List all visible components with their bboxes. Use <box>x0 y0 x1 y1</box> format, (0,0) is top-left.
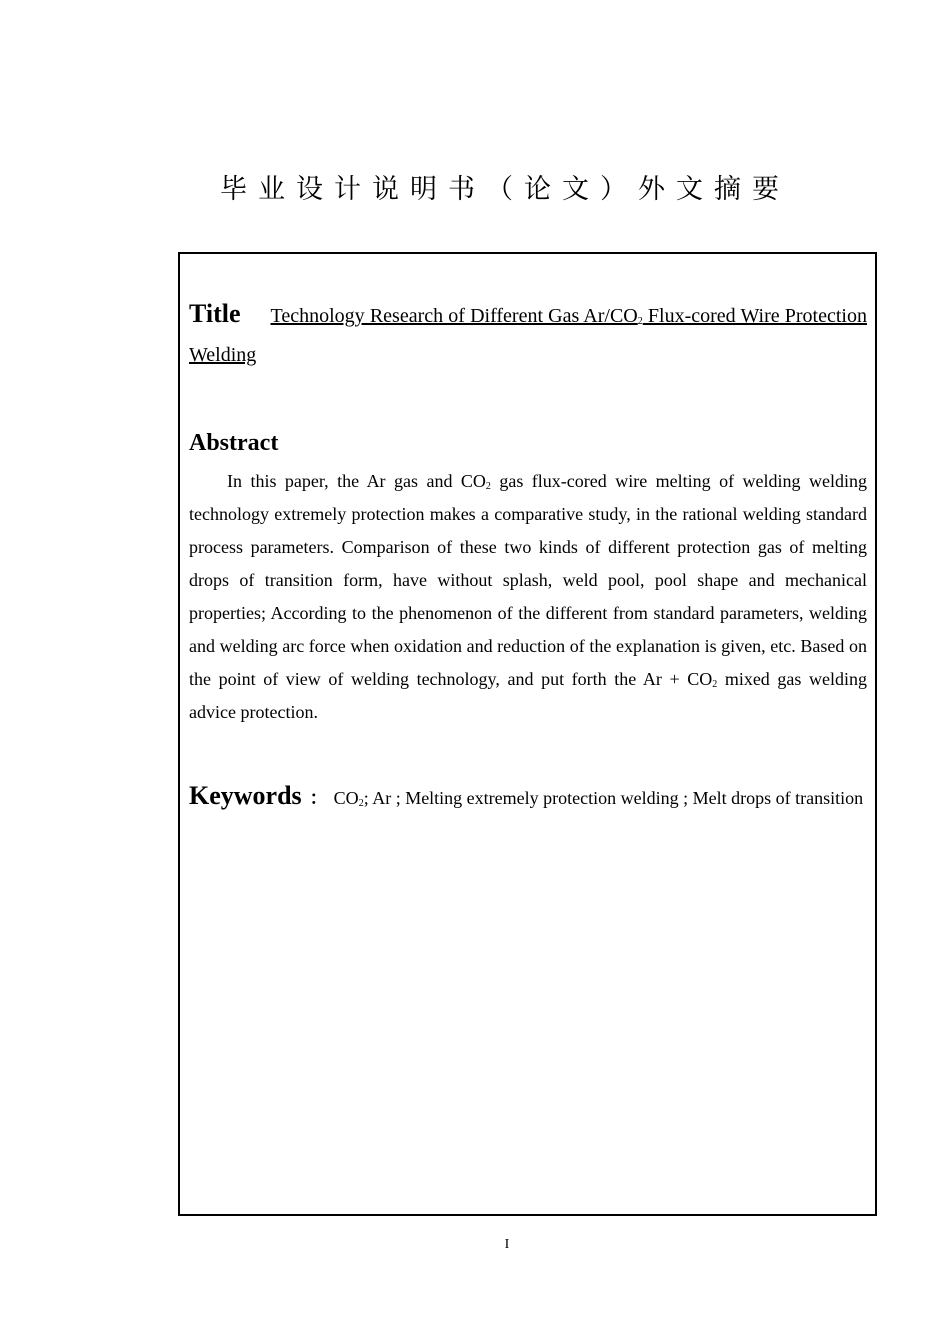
page-number: I <box>504 1237 510 1252</box>
frame-content <box>189 294 867 816</box>
abstract-subscript-1: 2 <box>485 481 491 492</box>
abstract-text-part1: In this paper, the Ar gas and CO <box>227 471 486 491</box>
title-label: Title <box>189 299 241 328</box>
abstract-paragraph <box>189 465 867 729</box>
keywords-block <box>189 779 867 816</box>
title-text-part1: Technology Research of Different Gas Ar/CO <box>270 305 638 327</box>
abstract-text-part2: gas flux-cored wire melting of welding welding technology extremely protection makes a comparative study, in the rational welding standard process parameters. Comparison of these two kinds of different protection gas of melting drops of transition form, have without splash, weld pool, pool shape and mechanical properties; According to the phenomenon of the different from standard parameters, welding and welding arc force when oxidation and reduction of the explanation is given, etc. Based on the point of view of welding technology, and put forth the Ar + CO <box>189 471 867 689</box>
abstract-heading: Abstract <box>189 430 279 456</box>
keywords-label: Keywords <box>189 781 302 810</box>
abstract-text-part3: mixed gas welding advice protection. <box>189 669 867 722</box>
abstract-frame <box>178 252 877 1216</box>
title-subscript: 2 <box>637 316 643 327</box>
keyword-co2: CO <box>333 788 359 808</box>
title-text <box>189 305 867 366</box>
keywords-rest: ; Ar ; Melting extremely protection welding ; Melt drops of transition <box>363 788 864 808</box>
page-title: 毕业设计说明书（论文）外文摘要 <box>220 174 790 205</box>
keywords-colon: ： <box>309 788 328 809</box>
abstract-subscript-2: 2 <box>712 679 718 690</box>
title-text-part2: Flux-cored Wire Protection Welding <box>189 305 867 366</box>
keyword-subscript: 2 <box>358 798 364 809</box>
title-block <box>189 294 867 375</box>
